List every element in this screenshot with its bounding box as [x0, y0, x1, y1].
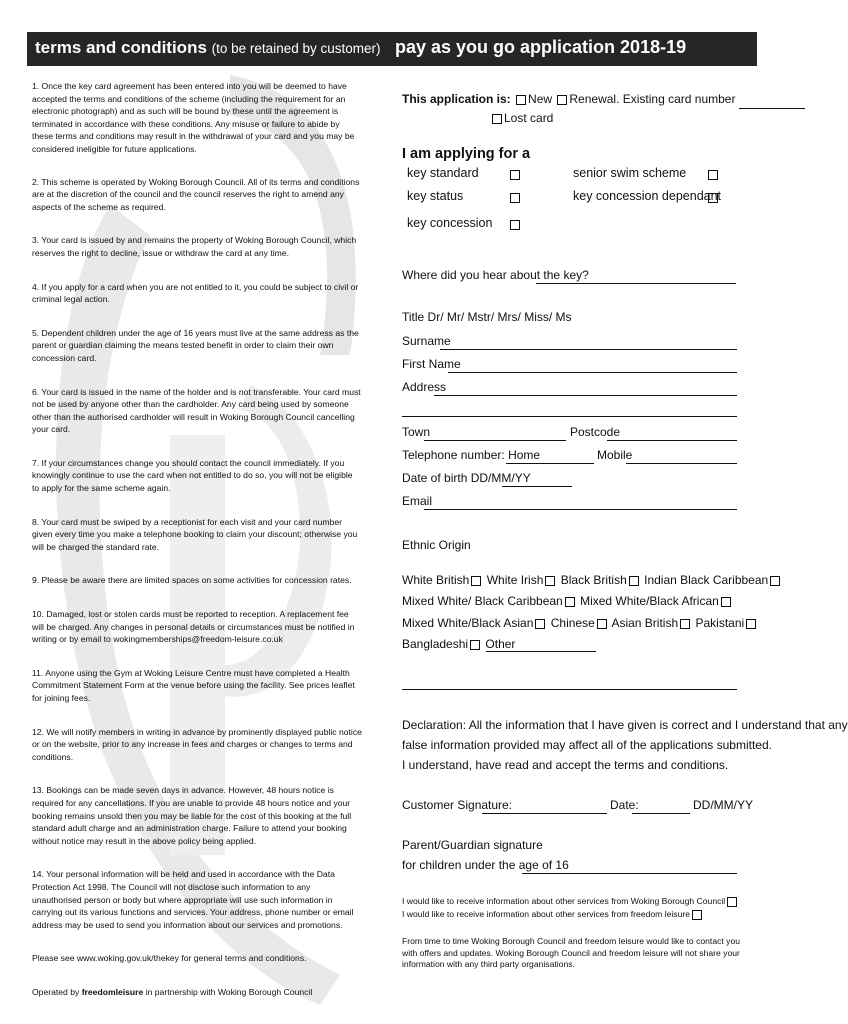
- application-type-label: This application is:: [402, 92, 511, 106]
- customer-signature-label: Customer Signature:: [402, 798, 513, 812]
- bangladeshi-label: Bangladeshi: [402, 637, 469, 651]
- term-2: 2. This scheme is operated by Woking Borough Council. All of its terms and conditions are at the discretion of the council and the council reserves the right to amend any aspects of the scheme as required.: [32, 176, 360, 212]
- new-checkbox[interactable]: [516, 95, 526, 105]
- consent-freedom-label: I would like to receive information about other services from freedom leisure: [402, 909, 691, 919]
- pakistani-checkbox[interactable]: [746, 619, 756, 629]
- operated-by-text: [32, 986, 362, 999]
- header-bar: [27, 32, 757, 66]
- mixed-white-black-asian-checkbox[interactable]: [535, 619, 545, 629]
- hear-about-label: Where did you hear about the key?: [402, 268, 589, 282]
- ethnic-line-2: [402, 594, 733, 608]
- chinese-checkbox[interactable]: [597, 619, 607, 629]
- postcode-label: Postcode: [570, 425, 621, 439]
- white-irish-checkbox[interactable]: [545, 576, 555, 586]
- telephone-home-field[interactable]: [506, 463, 594, 464]
- white-british-label: White British: [402, 573, 470, 587]
- key-concession-checkbox[interactable]: [510, 220, 520, 230]
- lost-card-checkbox[interactable]: [492, 114, 502, 124]
- key-concession-dependant-checkbox[interactable]: [708, 193, 718, 203]
- term-11: 11. Anyone using the Gym at Woking Leisure Centre must have completed a Health Commitment Statement Form at the venue before using the facility. See prices leaflet for joining fees.: [32, 667, 355, 703]
- dob-field[interactable]: [502, 486, 572, 487]
- key-concession-dependant-label: key concession dependant: [573, 189, 722, 203]
- guardian-signature-label-2: for children under the age of 16: [402, 858, 569, 872]
- pakistani-label: Pakistani: [695, 616, 745, 630]
- consent-freedom-checkbox[interactable]: [692, 910, 702, 920]
- title-label: Title Dr/ Mr/ Mstr/ Mrs/ Miss/ Ms: [402, 310, 572, 324]
- key-status-label: key status: [407, 189, 464, 203]
- term-3: 3. Your card is issued by and remains the property of Woking Borough Council, which reserves the right to decline, issue or withdraw the card at any time.: [32, 235, 357, 258]
- ethnic-origin-title: Ethnic Origin: [402, 538, 471, 552]
- operated-prefix: Operated by: [32, 986, 82, 997]
- key-standard-label: key standard: [407, 166, 479, 180]
- dob-label: Date of birth DD/MM/YY: [402, 471, 531, 485]
- term-4: 4. If you apply for a card when you are not entitled to it, you could be subject to civil or criminal legal action.: [32, 281, 359, 305]
- senior-swim-checkbox[interactable]: [708, 170, 718, 180]
- consent-freedom: [402, 909, 704, 921]
- guardian-signature-field[interactable]: [522, 873, 737, 874]
- declaration-line-3: I understand, have read and accept the terms and conditions.: [402, 758, 729, 772]
- date-field[interactable]: [632, 813, 690, 814]
- guardian-signature-label-1: Parent/Guardian signature: [402, 838, 543, 852]
- ethnic-line-1: [402, 573, 782, 587]
- first-name-label: First Name: [402, 357, 461, 371]
- mixed-white-black-african-label: Mixed White/Black African: [580, 594, 719, 608]
- lost-card-label: Lost card: [504, 111, 554, 125]
- key-status-checkbox[interactable]: [510, 193, 520, 203]
- email-field[interactable]: [424, 509, 737, 510]
- renewal-label: Renewal. Existing card number: [569, 92, 736, 106]
- key-standard-checkbox[interactable]: [510, 170, 520, 180]
- chinese-label: Chinese: [550, 616, 595, 630]
- bangladeshi-checkbox[interactable]: [470, 640, 480, 650]
- consent-wbc-checkbox[interactable]: [727, 897, 737, 907]
- telephone-label: Telephone number: Home: [402, 448, 541, 462]
- mixed-white-black-caribbean-checkbox[interactable]: [565, 597, 575, 607]
- mobile-label: Mobile: [597, 448, 633, 462]
- first-name-field[interactable]: [448, 372, 737, 373]
- surname-label: Surname: [402, 334, 451, 348]
- ethnic-line-4: [402, 637, 515, 651]
- mixed-white-black-african-checkbox[interactable]: [721, 597, 731, 607]
- key-concession-label: key concession: [407, 216, 493, 230]
- postcode-field[interactable]: [607, 440, 737, 441]
- terms-column: [32, 80, 362, 1020]
- other-ethnic-field[interactable]: [486, 651, 596, 652]
- customer-signature-field[interactable]: [482, 813, 607, 814]
- mobile-field[interactable]: [626, 463, 737, 464]
- black-british-label: Black British: [560, 573, 627, 587]
- other-label: Other: [485, 637, 516, 651]
- see-website-text: Please see www.woking.gov.uk/thekey for general terms and conditions.: [32, 953, 307, 964]
- black-british-checkbox[interactable]: [629, 576, 639, 586]
- freedomleisure-brand: freedomleisure: [81, 986, 144, 997]
- date-format-label: DD/MM/YY: [693, 798, 753, 812]
- consent-wbc: [402, 896, 739, 908]
- date-label: Date:: [610, 798, 639, 812]
- term-13: 13. Bookings can be made seven days in advance. However, 48 hours notice is required for any cancellations. If you are unable to provide 48 hours notice and your booking remains unsold then you may be liable for the cost of this booking at the full standard adult charge and an administration charge. Failure to attend your booking without notice may result in the above policy being applied.: [32, 785, 352, 846]
- email-label: Email: [402, 494, 433, 508]
- terms-heading: [35, 38, 381, 58]
- asian-british-label: Asian British: [611, 616, 679, 630]
- footer-note: From time to time Woking Borough Council and freedom leisure would like to contact you with offers and updates. Woking Borough Council and freedom leisure will not share your information with any third party organisations.: [402, 936, 741, 969]
- term-8: 8. Your card must be swiped by a receptionist for each visit and your card number given every time you make a telephone booking to claim your discount; otherwise you will be charged the standard rate.: [32, 516, 358, 552]
- town-field[interactable]: [424, 440, 566, 441]
- term-9: 9. Please be aware there are limited spaces on some activities for concession rates.: [32, 575, 352, 586]
- card-number-field[interactable]: [739, 97, 805, 109]
- declaration-line-1: Declaration: All the information that I have given is correct and I understand that any: [402, 718, 848, 732]
- address-label: Address: [402, 380, 447, 394]
- mixed-white-black-asian-label: Mixed White/Black Asian: [402, 616, 534, 630]
- indian-black-caribbean-checkbox[interactable]: [770, 576, 780, 586]
- hear-about-field[interactable]: [536, 283, 736, 284]
- senior-swim-label: senior swim scheme: [573, 166, 687, 180]
- term-14: 14. Your personal information will be held and used in accordance with the Data Protection Act 1998. The Council will not disclose such information to any unauthorised person or body but where appropriate will use such information in carrying out its various functions and services. Your address, phone number or email address may be used to send you information about our services and promotions.: [32, 869, 354, 930]
- personal-details: [402, 268, 848, 988]
- applying-for-title: I am applying for a: [402, 146, 531, 162]
- term-6: 6. Your card is issued in the name of the holder and is not transferable. Your card must not be used by anyone other than the cardholder. Any card being used by someone other than the authorised cardholder will result in Woking Borough Council cancelling your card.: [32, 386, 361, 435]
- application-type: [402, 90, 742, 128]
- applying-for-section: [402, 146, 742, 246]
- new-label: New: [528, 92, 553, 106]
- surname-field[interactable]: [440, 349, 737, 350]
- terms-title: terms and conditions: [35, 38, 207, 57]
- other-ethnic-field-2[interactable]: [402, 689, 737, 690]
- term-5: 5. Dependent children under the age of 16 years must live at the same address as the parent or guardian claiming the means tested benefit in order to claim their own concession card.: [32, 327, 359, 363]
- white-british-checkbox[interactable]: [471, 576, 481, 586]
- application-title: pay as you go application 2018-19: [395, 37, 687, 57]
- terms-subtitle: (to be retained by customer): [211, 41, 381, 56]
- operated-suffix: in partnership with Woking Borough Council: [143, 986, 313, 997]
- term-10: 10. Damaged, lost or stolen cards must be reported to reception. A replacement fee will be charged. Any changes in personal details or circumstances must be notified in writing or by email to wokingmemberships@freedom-leisure.co.uk: [32, 609, 355, 645]
- mixed-white-black-caribbean-label: Mixed White/ Black Caribbean: [402, 594, 563, 608]
- white-irish-label: White Irish: [486, 573, 544, 587]
- asian-british-checkbox[interactable]: [680, 619, 690, 629]
- indian-black-caribbean-label: Indian Black Caribbean: [644, 573, 769, 587]
- term-7: 7. If your circumstances change you should contact the council immediately. If you knowingly continue to use the card when not entitled to do so, you will not be eligible to apply for the same scheme again.: [32, 457, 353, 494]
- address-field-1[interactable]: [434, 395, 737, 396]
- renewal-checkbox[interactable]: [557, 95, 567, 105]
- term-12: 12. We will notify members in writing in advance by prominently displayed public notice or on the website, prior to any increase in fees and charges or changes to terms and conditions.: [32, 726, 362, 762]
- town-label: Town: [402, 425, 431, 439]
- term-1: 1. Once the key card agreement has been entered into you will be deemed to have accepted the terms and conditions of the scheme (including the requirement for an electronic photograph) and as such will be bound by these until the agreement is terminated in accordance with these conditions. Any misuse or failure to abide by these terms and conditions may result in the withdrawal of your card and you may be considered ineligible for future applications.: [32, 81, 355, 154]
- declaration-line-2: false information provided may affect all of the applications submitted.: [402, 738, 772, 752]
- consent-wbc-label: I would like to receive information about other services from Woking Borough Council: [402, 896, 726, 906]
- address-field-2[interactable]: [402, 416, 737, 417]
- ethnic-line-3: [402, 616, 758, 630]
